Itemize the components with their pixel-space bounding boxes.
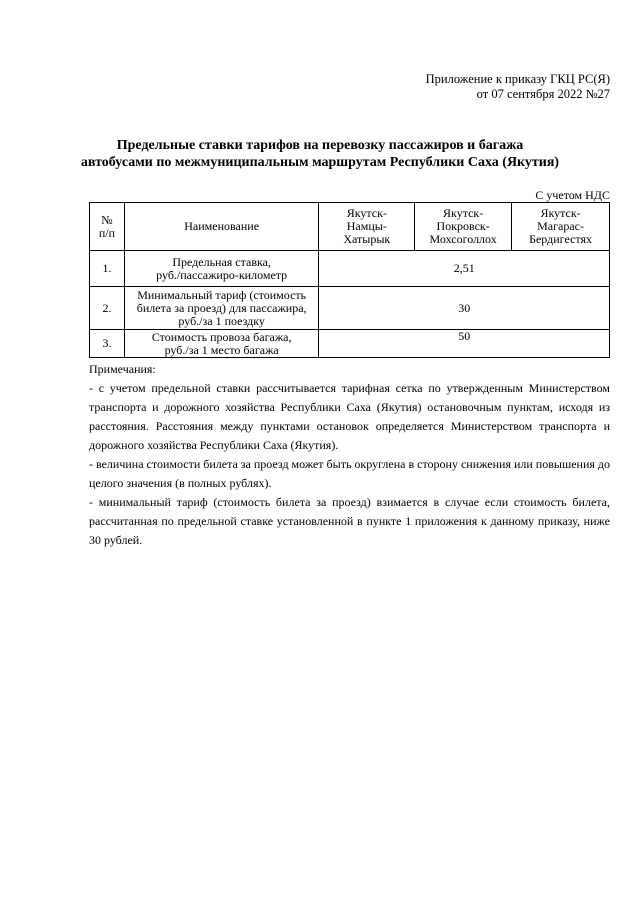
header-route-magaras xyxy=(512,203,610,251)
route-line: Намцы- xyxy=(346,219,387,233)
title-line-2: автобусами по межмуниципальным маршрутам Республики Саха (Якутия) xyxy=(80,155,560,170)
route-line: Якутск- xyxy=(346,206,387,220)
route-line: Хатырык xyxy=(343,232,391,246)
notes-heading: Примечания: xyxy=(89,362,156,376)
row-value: 2,51 xyxy=(319,251,610,287)
row-name xyxy=(124,287,319,330)
row-name-line: Минимальный тариф (стоимость xyxy=(137,287,307,302)
vat-note: С учетом НДС xyxy=(535,188,610,202)
row-name-line: руб./за 1 место багажа xyxy=(164,342,279,357)
row-value: 50 xyxy=(319,330,610,358)
route-line: Якутск- xyxy=(540,206,581,220)
row-name-line: Стоимость провоза багажа, xyxy=(151,329,292,344)
route-line: Покровск- xyxy=(436,219,490,233)
table-row xyxy=(90,287,610,330)
route-line: Мохсоголлох xyxy=(429,232,497,246)
row-name xyxy=(124,330,319,358)
document-title xyxy=(30,137,610,171)
annex-line-1: Приложение к приказу ГКЦ РС(Я) xyxy=(425,72,610,86)
header-number xyxy=(90,203,125,251)
note-item: - с учетом предельной ставки рассчитывается тарифная сетка по утвержденным Министерством транспорта и дорожного хозяйства Республики Саха (Якутия) остановочным пунктам, исходя из расстояния. Расстояния между пунктами остановок определяется Министерством транспорта и дорожного хозяйства Республики Саха (Якутия). xyxy=(89,381,610,452)
row-name-line: Предельная ставка, xyxy=(172,254,271,269)
table-header-row xyxy=(90,203,610,251)
header-number-line-2: п/п xyxy=(98,225,116,240)
row-number: 3. xyxy=(90,330,125,358)
table-row xyxy=(90,330,610,358)
notes-section xyxy=(89,360,610,550)
route-line: Магарас- xyxy=(537,219,584,233)
row-number: 2. xyxy=(90,287,125,330)
note-item: - минимальный тариф (стоимость билета за проезд) взимается в случае если стоимость билета, рассчитанная по предельной ставке установленной в пункте 1 приложения к данному приказу, ниже 30 рублей. xyxy=(89,495,610,547)
row-name xyxy=(124,251,319,287)
tariff-table xyxy=(89,202,610,358)
annex-line-2: от 07 сентября 2022 №27 xyxy=(476,87,610,101)
note-item: - величина стоимости билета за проезд может быть округлена в сторону снижения или повышения до целого значения (в полных рублях). xyxy=(89,457,610,490)
row-name-line: руб./за 1 поездку xyxy=(178,313,265,328)
annex-reference xyxy=(426,72,610,102)
row-number: 1. xyxy=(90,251,125,287)
row-name-line: руб./пассажиро-километр xyxy=(156,267,288,282)
header-name: Наименование xyxy=(124,203,319,251)
route-line: Якутск- xyxy=(443,206,484,220)
header-number-line-1: № xyxy=(101,212,113,227)
header-route-pokrovsk xyxy=(415,203,512,251)
title-line-1: Предельные ставки тарифов на перевозку пассажиров и багажа xyxy=(116,138,524,153)
row-value: 30 xyxy=(319,287,610,330)
header-route-namtsy xyxy=(319,203,415,251)
route-line: Бердигестях xyxy=(529,232,592,246)
row-name-line: билета за проезд) для пассажира, xyxy=(136,300,307,315)
table-row xyxy=(90,251,610,287)
